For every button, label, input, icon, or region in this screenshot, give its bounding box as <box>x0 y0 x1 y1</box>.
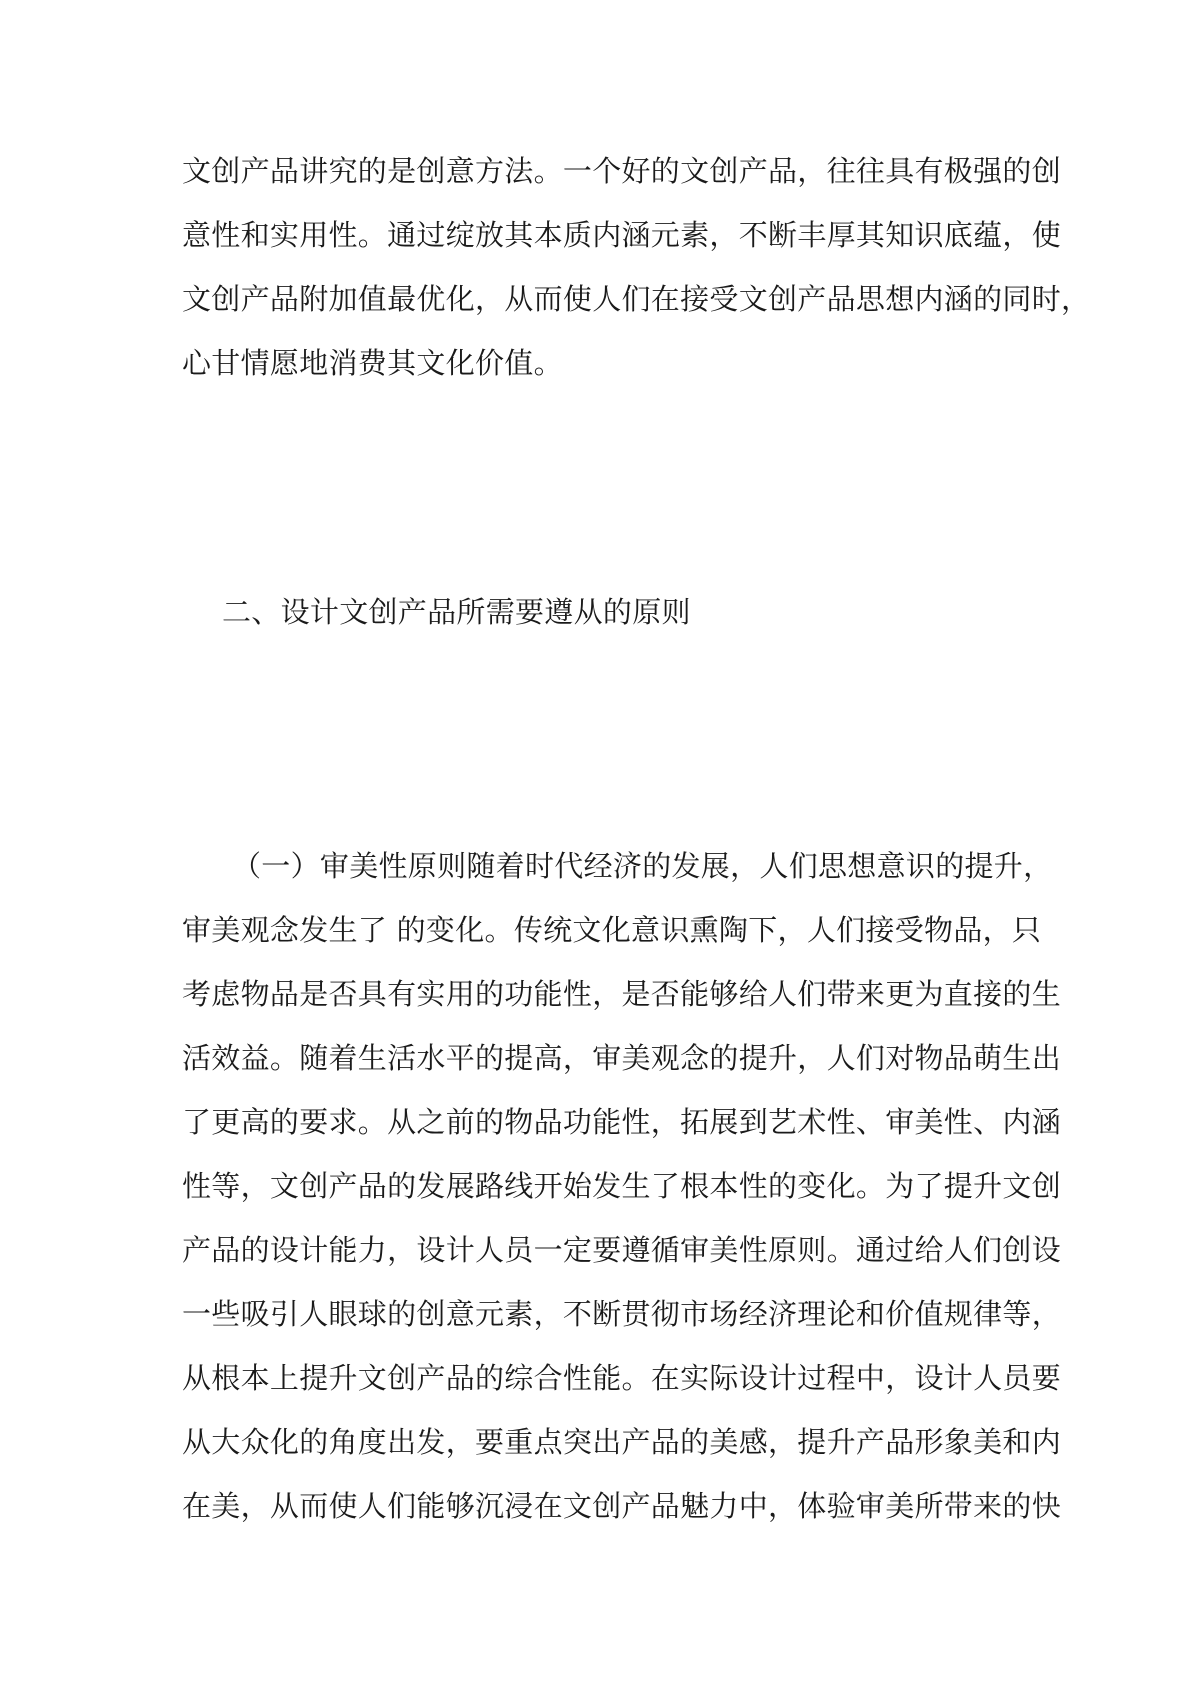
paragraph-line: 活效益。随着生活水平的提高，审美观念的提升，人们对物品萌生出 <box>182 1041 1062 1075</box>
paragraph-line: 产品的设计能力，设计人员一定要遵循审美性原则。通过给人们创设 <box>182 1233 1062 1267</box>
paragraph-line: 在美，从而使人们能够沉浸在文创产品魅力中，体验审美所带来的快 <box>182 1489 1062 1523</box>
section-heading: 二、设计文创产品所需要遵从的原则 <box>222 595 691 629</box>
paragraph-line: （一）审美性原则随着时代经济的发展，人们思想意识的提升， <box>232 849 1053 883</box>
paragraph-line: 意性和实用性。通过绽放其本质内涵元素，不断丰厚其知识底蕴，使 <box>182 218 1062 252</box>
paragraph-line: 一些吸引人眼球的创意元素，不断贯彻市场经济理论和价值规律等， <box>182 1297 1062 1331</box>
paragraph-line: 文创产品讲究的是创意方法。一个好的文创产品，往往具有极强的创 <box>182 154 1062 188</box>
paragraph-line: 心甘情愿地消费其文化价值。 <box>182 346 563 380</box>
paragraph-line: 审美观念发生了 的变化。传统文化意识熏陶下，人们接受物品，只 <box>182 913 1042 947</box>
paragraph-line: 从根本上提升文创产品的综合性能。在实际设计过程中，设计人员要 <box>182 1361 1062 1395</box>
paragraph-line: 文创产品附加值最优化，从而使人们在接受文创产品思想内涵的同时， <box>182 282 1091 316</box>
paragraph-line: 性等，文创产品的发展路线开始发生了根本性的变化。为了提升文创 <box>182 1169 1062 1203</box>
paragraph-line: 从大众化的角度出发，要重点突出产品的美感，提升产品形象美和内 <box>182 1425 1062 1459</box>
paragraph-line: 考虑物品是否具有实用的功能性，是否能够给人们带来更为直接的生 <box>182 977 1062 1011</box>
paragraph-line: 了更高的要求。从之前的物品功能性，拓展到艺术性、审美性、内涵 <box>182 1105 1062 1139</box>
